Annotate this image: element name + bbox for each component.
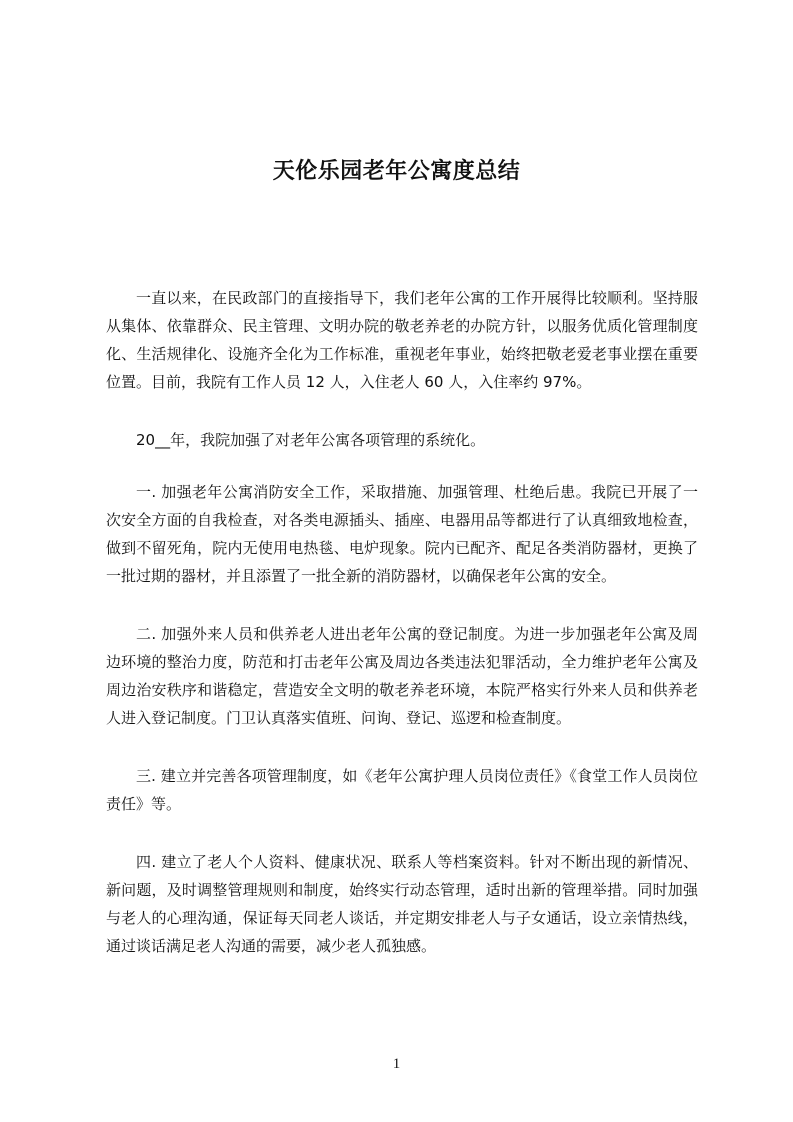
paragraph-records: 四. 建立了老人个人资料、健康状况、联系人等档案资料。针对不断出现的新情况、新问题，及时调整管理规则和制度，始终实行动态管理，适时出新的管理举措。同时加强与老人的心理沟通，保证每天同老人谈话，并定期安排老人与子女通话，设立亲情热线，通过谈话满足老人沟通的需要，减少老人孤独感。	[106, 853, 698, 955]
paragraph-year-summary: 20__年，我院加强了对老年公寓各项管理的系统化。	[136, 431, 486, 449]
document-body	[106, 284, 698, 990]
paragraph-registration: 二. 加强外来人员和供养老人进出老年公寓的登记制度。为进一步加强老年公寓及周边环境的整治力度，防范和打击老年公寓及周边各类违法犯罪活动，全力维护老年公寓及周边治安秩序和谐稳定，营造安全文明的敬老养老环境，本院严格实行外来人员和供养老人进入登记制度。门卫认真落实值班、问询、登记、巡逻和检查制度。	[106, 625, 698, 727]
paragraph-management-system: 三. 建立并完善各项管理制度，如《老年公寓护理人员岗位责任》《食堂工作人员岗位责任》等。	[106, 767, 698, 813]
paragraph-intro: 一直以来，在民政部门的直接指导下，我们老年公寓的工作开展得比较顺利。坚持服从集体、依靠群众、民主管理、文明办院的敬老养老的办院方针，以服务优质化管理制度化、生活规律化、设施齐全化为工作标准，重视老年事业，始终把敬老爱老事业摆在重要位置。目前，我院有工作人员 12 人，入住老人 60 人，入住率约 97%。	[106, 289, 698, 391]
paragraph-fire-safety: 一. 加强老年公寓消防安全工作，采取措施、加强管理、杜绝后患。我院已开展了一次安全方面的自我检查，对各类电源插头、插座、电器用品等都进行了认真细致地检查，做到不留死角，院内无使用电热毯、电炉现象。院内已配齐、配足各类消防器材，更换了一批过期的器材，并且添置了一批全新的消防器材，以确保老年公寓的安全。	[106, 483, 698, 585]
document-title: 天伦乐园老年公寓度总结	[272, 158, 521, 184]
page-number: 1	[392, 1056, 401, 1072]
